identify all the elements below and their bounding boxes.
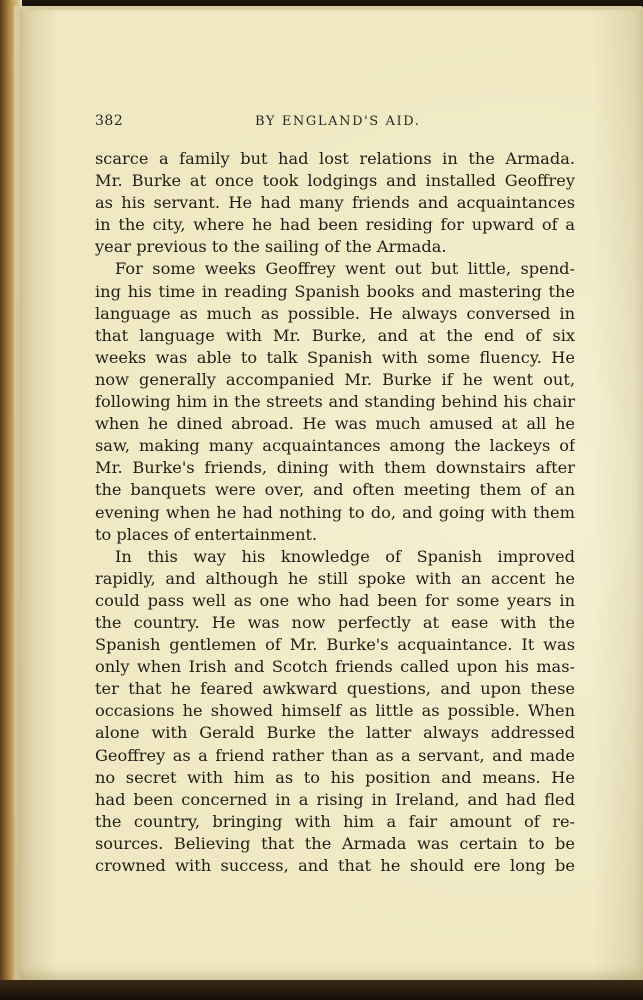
text-line: sources. Believing that the Armada was certain to be (95, 833, 575, 853)
text-line: weeks was able to talk Spanish with some fluency. He (95, 347, 575, 367)
text-line: Geoffrey as a friend rather than as a servant, and made (95, 745, 575, 765)
body-text (95, 148, 575, 877)
text-line: the country. He was now perfectly at ease with the (95, 612, 575, 632)
text-line: rapidly, and although he still spoke with an accent he (95, 568, 575, 588)
text-line: following him in the streets and standing behind his chair (95, 392, 575, 412)
text-line: alone with Gerald Burke the latter always addressed (95, 723, 575, 743)
text-line: year previous to the sailing of the Armada. (95, 237, 447, 257)
text-line: in the city, where he had been residing for upward of a (95, 215, 575, 235)
text-line: when he dined abroad. He was much amused at all he (95, 414, 575, 434)
text-line: occasions he showed himself as little as possible. When (95, 701, 575, 721)
text-line: that language with Mr. Burke, and at the end of six (95, 325, 575, 345)
text-line: no secret with him as to his position and means. He (95, 767, 575, 787)
scan-bottom-border (0, 980, 643, 1000)
text-line: Mr. Burke at once took lodgings and installed Geoffrey (95, 171, 575, 191)
text-line: as his servant. He had many friends and acquaintances (95, 193, 575, 213)
text-line: could pass well as one who had been for some years in (95, 590, 575, 610)
text-line: For some weeks Geoffrey went out but little, spend- (115, 259, 575, 279)
text-line: scarce a family but had lost relations in the Armada. (95, 149, 575, 168)
text-line: the country, bringing with him a fair amount of re- (95, 811, 575, 831)
text-line: saw, making many acquaintances among the lackeys of (95, 436, 575, 456)
page-header (95, 113, 575, 133)
text-line: the banquets were over, and often meeting them of an (95, 480, 575, 500)
text-line: crowned with success, and that he should ere long be (95, 856, 575, 875)
text-line: evening when he had nothing to do, and going with them (95, 502, 575, 522)
running-head: BY ENGLAND'S AID. (255, 114, 421, 129)
text-line: now generally accompanied Mr. Burke if he went out, (95, 369, 575, 389)
text-line: In this way his knowledge of Spanish improved (115, 546, 575, 566)
text-line: only when Irish and Scotch friends called upon his mas- (95, 657, 575, 677)
text-line: Spanish gentlemen of Mr. Burke's acquaintance. It was (95, 635, 575, 655)
text-line: ter that he feared awkward questions, and upon these (95, 679, 575, 699)
text-line: ing his time in reading Spanish books and mastering the (95, 281, 575, 301)
text-line: language as much as possible. He always conversed in (95, 303, 575, 323)
text-line: to places of entertainment. (95, 524, 318, 544)
text-line: had been concerned in a rising in Ireland, and had fled (95, 789, 575, 809)
text-line: Mr. Burke's friends, dining with them downstairs after (95, 458, 575, 478)
page-number: 382 (95, 113, 124, 129)
